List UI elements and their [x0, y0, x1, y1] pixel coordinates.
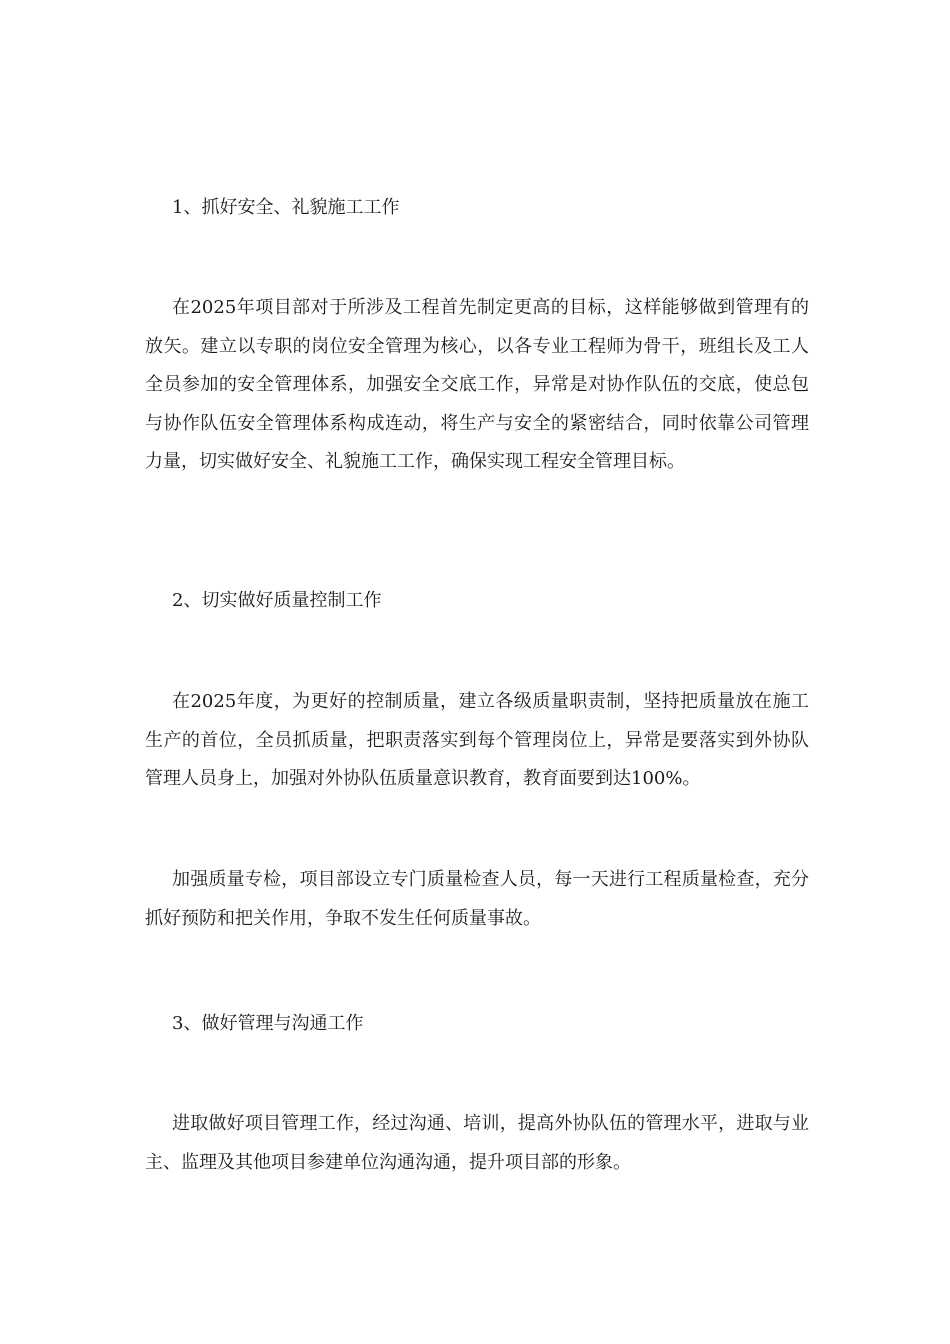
body-paragraph: 进取做好项目管理工作，经过沟通、培训，提高外协队伍的管理水平，进取与业主、监理及其他项目参建单位沟通沟通，提升项目部的形象。 [145, 1113, 809, 1173]
body-paragraph: 在2025年项目部对于所涉及工程首先制定更高的目标，这样能够做到管理有的放矢。建立以专职的岗位安全管理为核心，以各专业工程师为骨干，班组长及工人全员参加的安全管理体系，加强安全交底工作，异常是对协作队伍的交底，使总包与协作队伍安全管理体系构成连动，将生产与安全的紧密结合，同时依靠公司管理力量，切实做好安全、礼貌施工工作，确保实现工程安全管理目标。 [145, 297, 809, 472]
section-heading: 3、做好管理与沟通工作 [172, 1013, 364, 1034]
body-paragraph: 加强质量专检，项目部设立专门质量检查人员，每一天进行工程质量检查，充分抓好预防和把关作用，争取不发生任何质量事故。 [145, 869, 809, 929]
section-heading: 1、抓好安全、礼貌施工工作 [172, 197, 400, 218]
section-heading: 2、切实做好质量控制工作 [172, 590, 382, 611]
body-paragraph: 在2025年度，为更好的控制质量，建立各级质量职责制，坚持把质量放在施工生产的首位，全员抓质量，把职责落实到每个管理岗位上，异常是要落实到外协队管理人员身上，加强对外协队伍质量意识教育，教育面要到达100%。 [145, 691, 809, 789]
